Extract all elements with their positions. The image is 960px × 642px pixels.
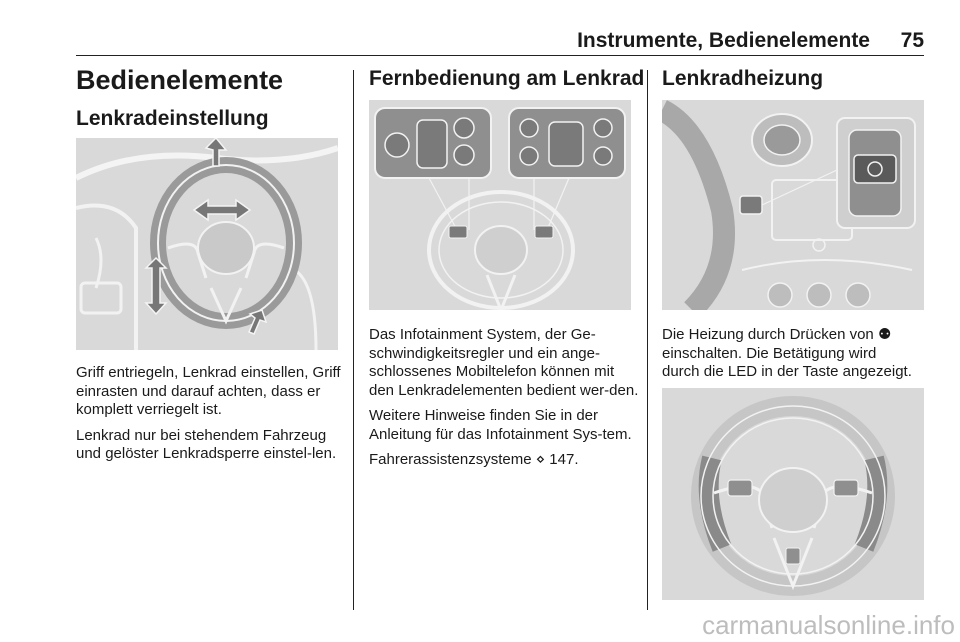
figure-heated-steering-wheel: [662, 388, 924, 600]
cross-reference-link[interactable]: Fahrerassistenzsysteme: [369, 451, 532, 468]
header-rule: [76, 55, 924, 56]
heating-line-2: einschalten. Die Betätigung wird: [662, 344, 877, 362]
paragraph-cross-reference: [369, 451, 639, 470]
subsection-title-steering-adjust: Lenkradeinstellung: [76, 107, 269, 130]
running-header-title: Instrumente, Bedienelemente: [577, 29, 870, 52]
subsection-title-steering-heating: Lenkradheizung: [662, 67, 824, 90]
heating-line-3: durch die LED in der Taste angezeigt.: [662, 363, 912, 380]
heating-line-1: Die Heizung durch Drücken von ⚉: [662, 326, 892, 343]
paragraph-controls-infotainment: Weitere Hinweise finden Sie in der Anleitung für das Infotainment Sys-tem.: [369, 407, 632, 443]
paragraph-heating: [662, 326, 932, 382]
paragraph-steering-note: Lenkrad nur bei stehendem Fahrzeug und gelöster Lenkradsperre einstel-len.: [76, 426, 337, 462]
subsection-title-steering-controls: Fernbedienung am Lenkrad: [369, 67, 645, 90]
figure-heating-button-location: [662, 100, 924, 310]
column-divider-right: [647, 70, 648, 610]
text-steering-adjust: [76, 364, 346, 471]
section-title: Bedienelemente: [76, 65, 284, 95]
text-steering-controls: [369, 326, 639, 477]
text-steering-heating: [662, 326, 932, 389]
paragraph-controls-intro: Das Infotainment System, der Ge-schwindigkeitsregler und ein ange-schlossenes Mobiltelefon können mit den Lenkradelementen bedient wer-den.: [369, 326, 639, 399]
paragraph-steering-unlock: Griff entriegeln, Lenkrad einstellen, Griff einrasten und darauf achten, dass er komplett verriegelt ist.: [76, 364, 341, 418]
page-reference-icon: ⋄: [535, 451, 546, 468]
figure-steering-wheel-controls: [369, 100, 631, 310]
watermark: carmanualsonline.info: [702, 610, 955, 640]
column-divider-left: [353, 70, 354, 610]
cross-reference-page[interactable]: 147.: [549, 451, 579, 468]
figure-steering-adjustment: [76, 138, 338, 350]
page-number: 75: [900, 29, 924, 52]
